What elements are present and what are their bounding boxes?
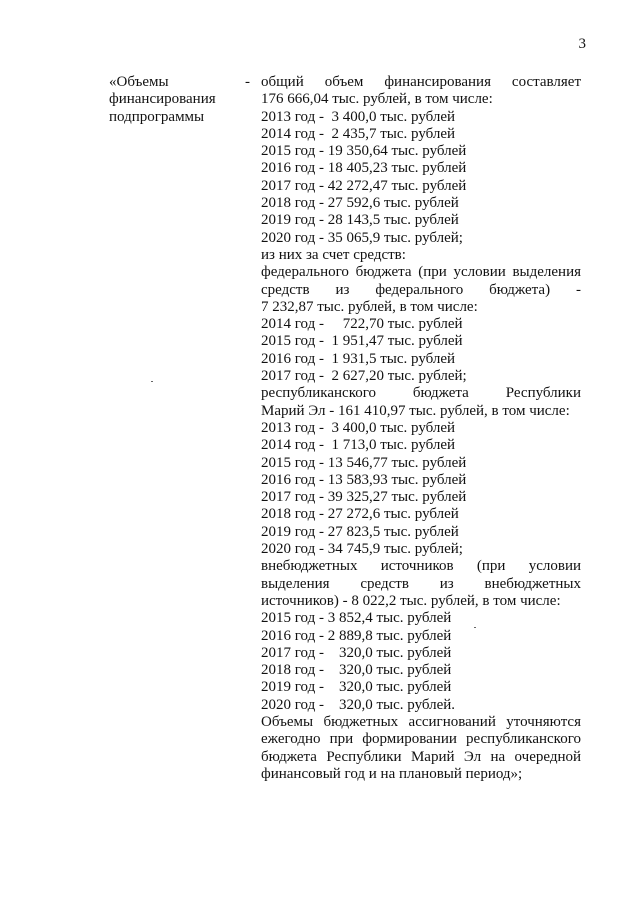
financing-line: 2017 год - 2 627,20 тыс. рублей; (261, 368, 467, 385)
section-label-line: подпрограммы (109, 108, 205, 125)
financing-line: 2014 год - 1 713,0 тыс. рублей (261, 437, 456, 454)
financing-line: республиканского бюджета Республики (261, 385, 581, 402)
financing-line: источников) - 8 022,2 тыс. рублей, в том числе: (261, 592, 561, 609)
financing-line: 2013 год - 3 400,0 тыс. рублей (261, 419, 456, 436)
scan-speck (151, 381, 153, 382)
financing-line: 2018 год - 27 272,6 тыс. рублей (261, 506, 459, 523)
closing-paragraph: Объемы бюджетных ассигнований уточняются ежегодно при формировании республиканского бюджета Республики Марий Эл на очередной финансовый год и на плановый период»; (261, 713, 581, 782)
financing-line: 2020 год - 34 745,9 тыс. рублей; (261, 541, 463, 558)
financing-line: внебюджетных источников (при условии (261, 558, 581, 575)
financing-line: выделения средств из внебюджетных (261, 575, 581, 592)
financing-line: 2019 год - 320,0 тыс. рублей (261, 679, 452, 696)
financing-line: 2015 год - 3 852,4 тыс. рублей (261, 610, 452, 627)
section-label-line: финансирования (109, 91, 216, 108)
section-label (109, 74, 241, 126)
financing-line: 2015 год - 13 546,77 тыс. рублей (261, 454, 467, 471)
financing-line: 2016 год - 18 405,23 тыс. рублей (261, 160, 467, 177)
financing-line: 2020 год - 35 065,9 тыс. рублей; (261, 229, 463, 246)
financing-line: 2015 год - 19 350,64 тыс. рублей (261, 143, 467, 160)
page-number: 3 (578, 36, 586, 52)
financing-line: из них за счет средств: (261, 246, 406, 263)
financing-line: 2020 год - 320,0 тыс. рублей. (261, 696, 456, 713)
financing-line: 2013 год - 3 400,0 тыс. рублей (261, 108, 456, 125)
financing-line: 2014 год - 2 435,7 тыс. рублей (261, 125, 456, 142)
financing-line: 2018 год - 27 592,6 тыс. рублей (261, 195, 459, 212)
financing-line: 2016 год - 13 583,93 тыс. рублей (261, 471, 467, 488)
financing-line: 2017 год - 39 325,27 тыс. рублей (261, 489, 467, 506)
financing-line: средств из федерального бюджета) - (261, 281, 581, 298)
financing-line: 2015 год - 1 951,47 тыс. рублей (261, 333, 463, 350)
financing-line: 2016 год - 1 931,5 тыс. рублей (261, 350, 456, 367)
financing-line: 176 666,04 тыс. рублей, в том числе: (261, 91, 493, 108)
financing-line: 2018 год - 320,0 тыс. рублей (261, 662, 452, 679)
financing-details (261, 74, 581, 783)
financing-line: 2014 год - 722,70 тыс. рублей (261, 316, 463, 333)
financing-line: Марий Эл - 161 410,97 тыс. рублей, в том числе: (261, 402, 570, 419)
financing-line: общий объем финансирования составляет (261, 74, 581, 90)
section-label-line: «Объемы (109, 74, 169, 90)
financing-line: 2017 год - 42 272,47 тыс. рублей (261, 177, 467, 194)
financing-lines (261, 74, 581, 714)
scan-speck (474, 627, 476, 628)
financing-line: 2019 год - 28 143,5 тыс. рублей (261, 212, 459, 229)
financing-line: 2016 год - 2 889,8 тыс. рублей (261, 627, 452, 644)
financing-line: 7 232,87 тыс. рублей, в том числе: (261, 298, 478, 315)
financing-line: 2017 год - 320,0 тыс. рублей (261, 644, 452, 661)
financing-line: 2019 год - 27 823,5 тыс. рублей (261, 523, 459, 540)
financing-line: федерального бюджета (при условии выделения (261, 264, 581, 281)
separator-dash: - (245, 74, 250, 90)
